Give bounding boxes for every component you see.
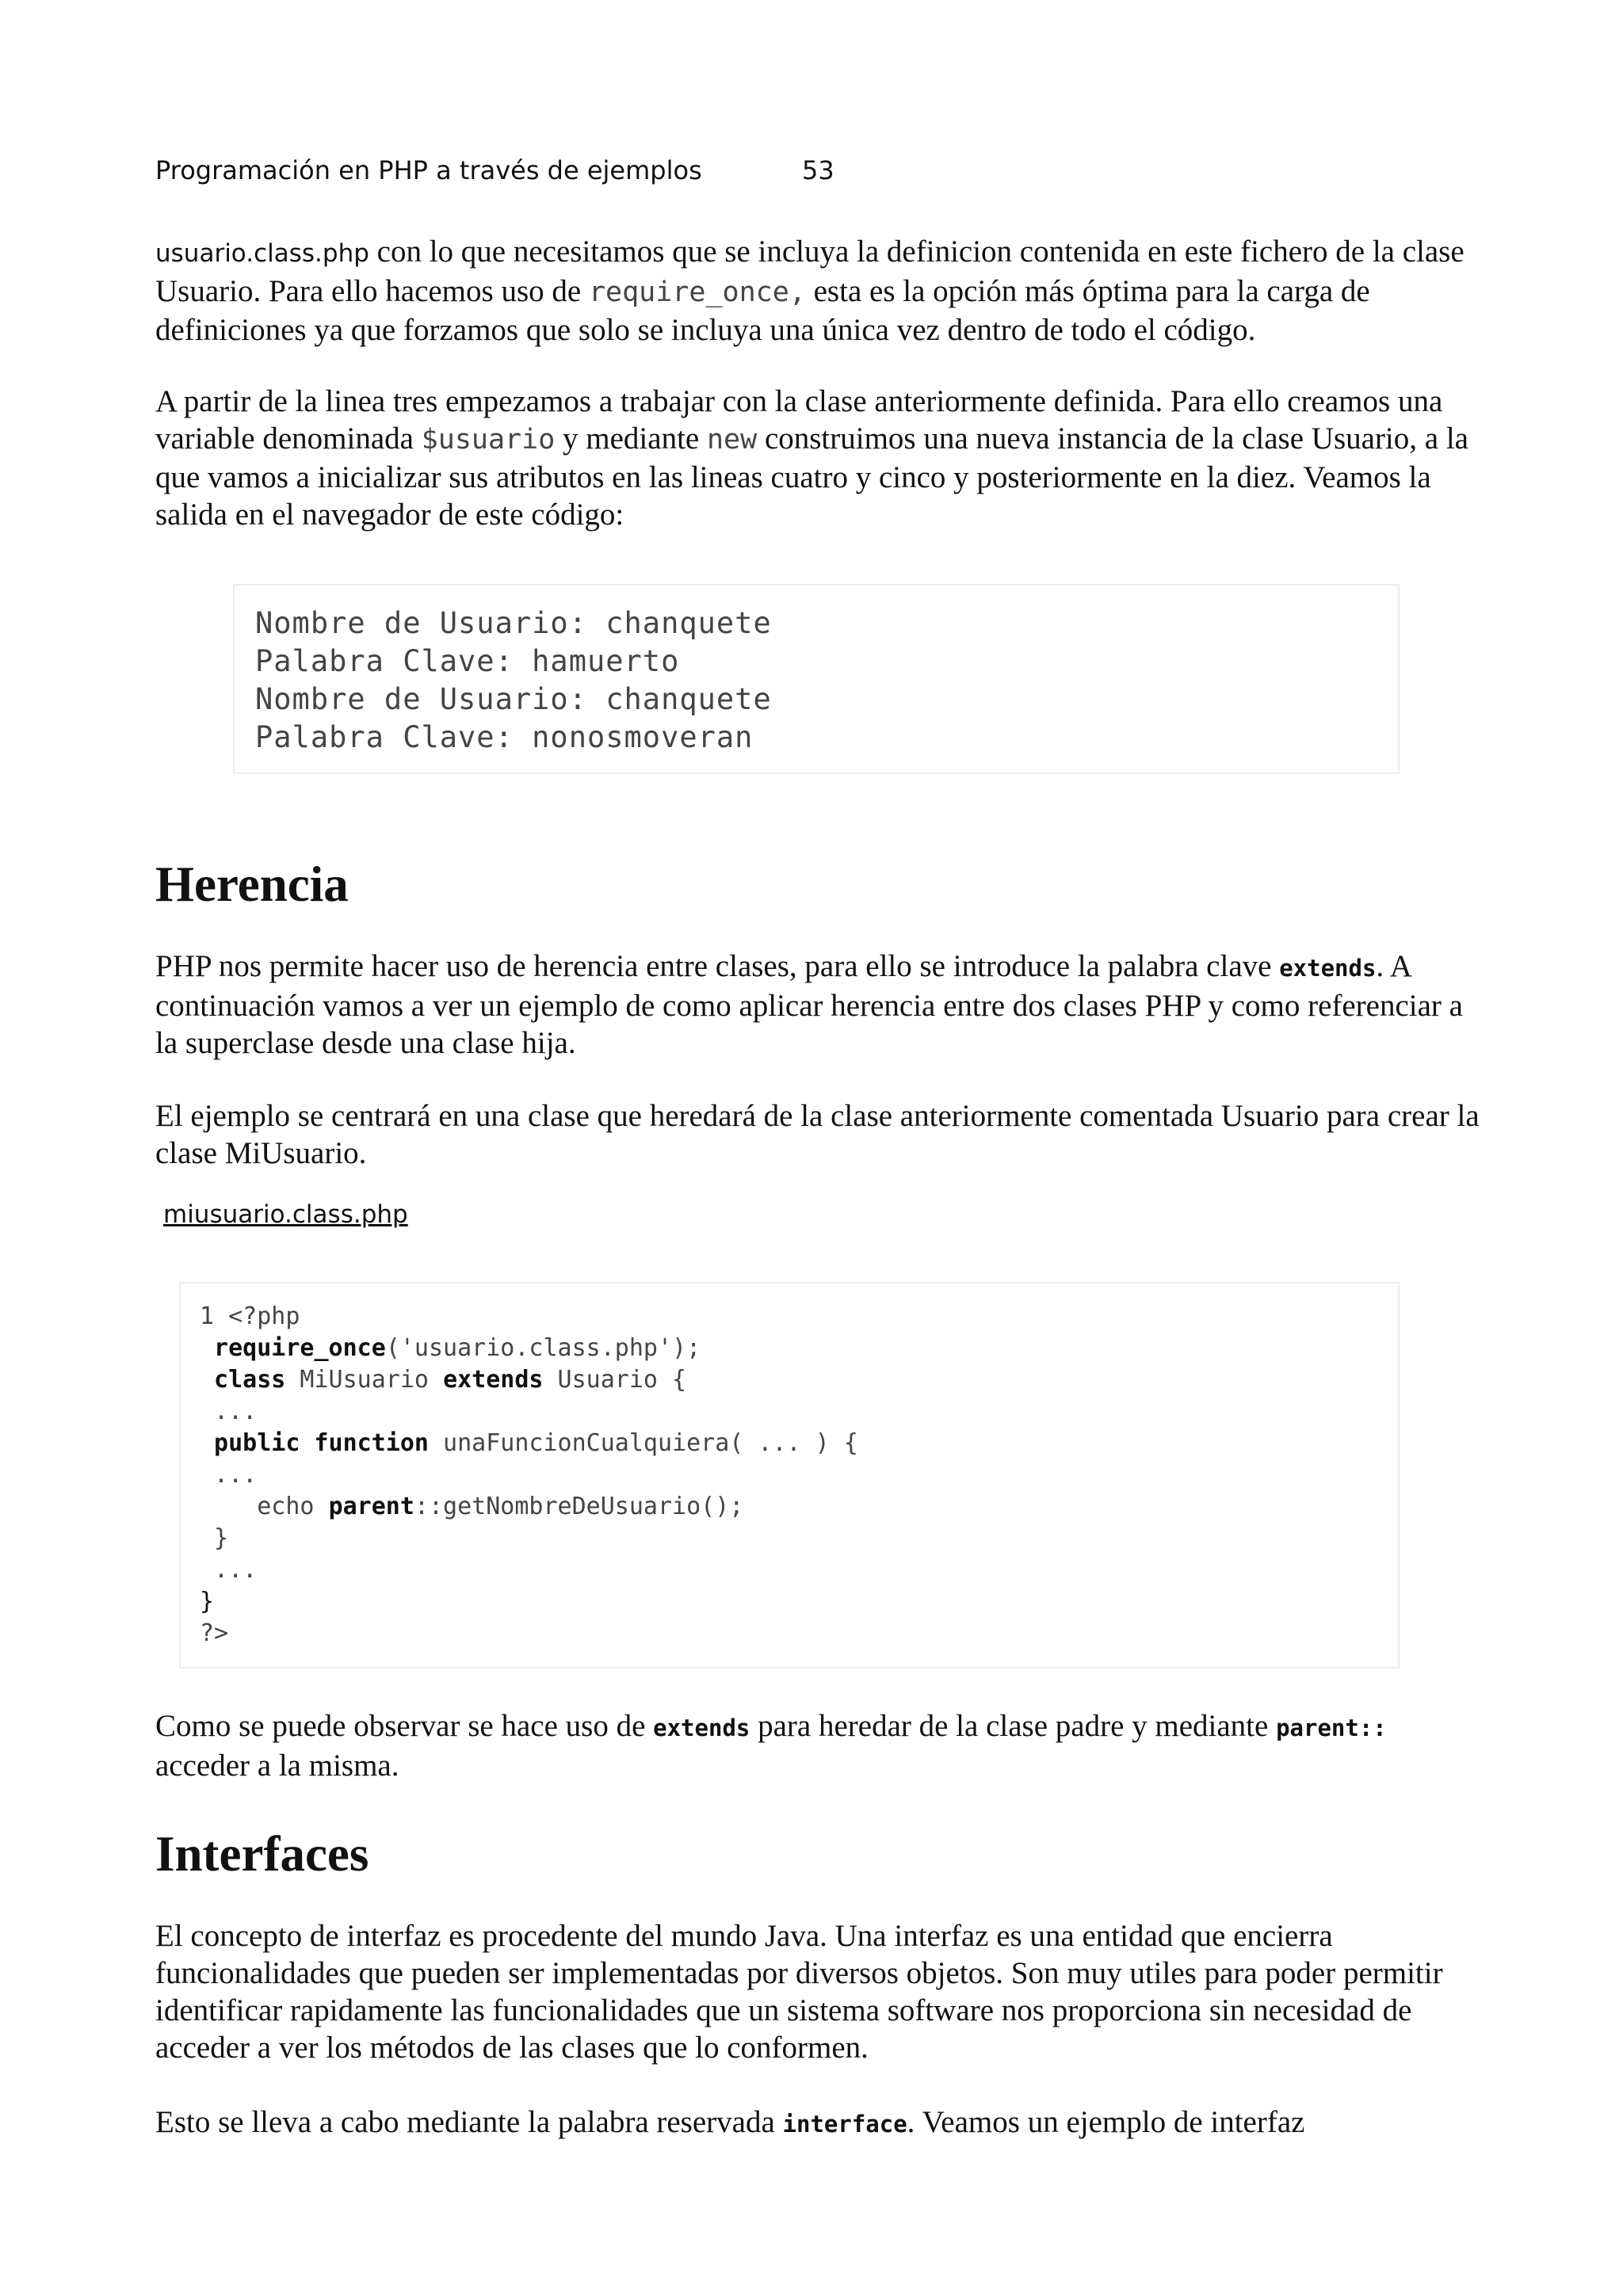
page-number: 53	[802, 155, 834, 185]
inline-code: interface	[782, 2111, 907, 2138]
code-line	[200, 1586, 1398, 1618]
code-keyword: function	[314, 1429, 429, 1457]
code-listing	[179, 1282, 1400, 1669]
inline-code: require_once,	[588, 277, 806, 308]
code-line	[200, 1396, 1398, 1428]
code-keyword: require_once	[200, 1334, 386, 1362]
code-keyword: parent	[328, 1493, 414, 1520]
code-keyword: class	[200, 1366, 286, 1394]
code-token: ::getNombreDeUsuario();	[414, 1493, 744, 1520]
paragraph-text: . A continuación vamos a ver un ejemplo de como aplicar herencia entre dos clases PHP y como referenciar a la superclase desde una clase hija.	[155, 949, 1463, 1060]
output-line: Nombre de Usuario: chanquete	[255, 682, 772, 716]
heading-herencia: Herencia	[155, 856, 349, 912]
code-token: ('usuario.class.php');	[385, 1334, 701, 1362]
paragraph-herencia-example: El ejemplo se centrará en una clase que heredará de la clase anteriormente comentada Usuario para crear la clase MiUsuario.	[155, 1099, 1480, 1170]
inline-code: $usuario	[421, 424, 556, 456]
output-line: Palabra Clave: hamuerto	[255, 644, 680, 678]
code-line	[200, 1491, 1398, 1523]
code-token: ...	[200, 1398, 258, 1425]
paragraph-instance	[155, 383, 1487, 533]
code-line	[200, 1428, 1398, 1459]
inline-code: new	[706, 424, 758, 456]
paragraph-text: . Veamos un ejemplo de interfaz	[907, 2105, 1305, 2139]
code-token: 1 <?php	[200, 1302, 300, 1330]
code-token: ...	[200, 1461, 258, 1489]
code-line	[200, 1364, 1398, 1396]
running-header	[155, 155, 834, 185]
code-token: ?>	[200, 1619, 229, 1647]
output-line: Palabra Clave: nonosmoveran	[255, 720, 754, 754]
paragraph-text: con lo que necesitamos que se incluya la definicion contenida en este fichero de la clase Usuario. Para ello hacemos uso de	[155, 235, 1465, 308]
code-token: }	[200, 1524, 229, 1552]
code-token: unaFuncionCualquiera( ... ) {	[429, 1429, 858, 1457]
code-line	[200, 1554, 1398, 1586]
file-reference: usuario.class.php	[155, 239, 369, 268]
running-header-title: Programación en PHP a través de ejemplos	[155, 155, 702, 185]
paragraph-interfaces-intro: El concepto de interfaz es procedente del mundo Java. Una interfaz es una entidad que encierra funcionalidades que pueden ser implementadas por diversos objetos. Son muy utiles para poder permitir identificar rapidamente las funcionalidades que un sistema software nos proporciona sin necesidad de acceder a ver los métodos de las clases que lo conformen.	[155, 1919, 1443, 2065]
inline-code: extends	[653, 1714, 750, 1741]
code-line	[200, 1618, 1398, 1650]
code-token: }	[200, 1588, 215, 1615]
paragraph-text: acceder a la misma.	[155, 1749, 399, 1783]
paragraph-text: construimos una nueva instancia de la clase Usuario, a la que vamos a inicializar sus atributos en las lineas cuatro y cinco y posteriormente en la diez. Veamos la salida en el navegador de este código:	[155, 421, 1468, 532]
code-line	[200, 1301, 1398, 1333]
paragraph-text: A partir de la linea tres empezamos a trabajar con la clase anteriormente definida. Para ello creamos una variable denominada	[155, 384, 1443, 456]
code-token: ...	[200, 1556, 258, 1584]
paragraph-extends-parent	[155, 1707, 1487, 1784]
code-token	[300, 1429, 314, 1457]
output-line: Nombre de Usuario: chanquete	[255, 606, 772, 640]
code-keyword: extends	[443, 1366, 544, 1394]
code-keyword: public	[200, 1429, 300, 1457]
paragraph-interface-keyword	[155, 2103, 1487, 2143]
paragraph-text: Esto se lleva a cabo mediante la palabra reservada	[155, 2105, 783, 2139]
inline-code: extends	[1279, 955, 1377, 982]
inline-code: parent::	[1276, 1714, 1387, 1741]
paragraph-text: PHP nos permite hacer uso de herencia entre clases, para ello se introduce la palabra clave	[155, 949, 1280, 983]
paragraph-herencia-intro	[155, 948, 1487, 1062]
paragraph-text: y mediante	[555, 421, 707, 456]
file-link-miusuario[interactable]: miusuario.class.php	[163, 1200, 408, 1229]
code-token: echo	[200, 1493, 329, 1520]
browser-output-box	[233, 584, 1400, 774]
code-line	[200, 1459, 1398, 1491]
paragraph-text: esta es la opción más óptima para la carga de definiciones ya que forzamos que solo se incluya una única vez dentro de todo el código.	[155, 274, 1370, 347]
heading-interfaces: Interfaces	[155, 1826, 369, 1882]
paragraph-text: Como se puede observar se hace uso de	[155, 1709, 654, 1743]
paragraph-require-once	[155, 233, 1487, 349]
paragraph-text: para heredar de la clase padre y mediante	[750, 1709, 1277, 1743]
code-line	[200, 1523, 1398, 1554]
code-line	[200, 1333, 1398, 1364]
code-token: MiUsuario	[285, 1366, 444, 1394]
code-token: Usuario {	[543, 1366, 687, 1394]
